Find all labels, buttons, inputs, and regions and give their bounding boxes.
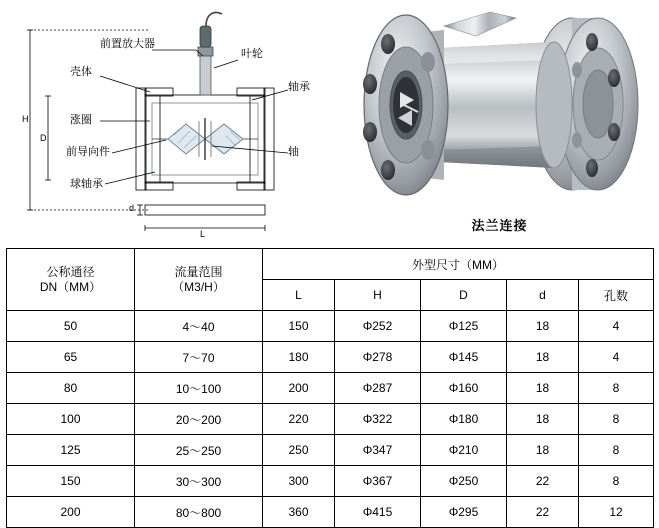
label-bearing: 轴承 (288, 81, 310, 93)
cell-dn: 125 (7, 435, 135, 466)
cell-holes: 8 (579, 404, 654, 435)
label-ball-bearing: 球轴承 (70, 178, 103, 190)
cell-H: Φ347 (335, 435, 421, 466)
cell-H: Φ287 (335, 373, 421, 404)
cell-H: Φ367 (335, 466, 421, 497)
photo-svg (340, 0, 659, 244)
header-outer-dimensions: 外型尺寸（MM） (263, 249, 654, 280)
dimension-d: d (129, 203, 135, 213)
cell-holes: 4 (579, 311, 654, 342)
table-row (7, 466, 654, 497)
header-D: D (421, 280, 507, 311)
header-holes: 孔数 (579, 280, 654, 311)
table-body (7, 311, 654, 528)
cell-flow: 30～300 (135, 466, 263, 497)
header-H: H (335, 280, 421, 311)
body-stub (444, 12, 516, 36)
label-impeller: 叶轮 (241, 48, 263, 60)
cell-holes: 12 (579, 497, 654, 528)
table-row (7, 311, 654, 342)
cell-L: 220 (263, 404, 335, 435)
cell-D: Φ145 (421, 342, 507, 373)
cell-flow: 10～100 (135, 373, 263, 404)
cell-H: Φ322 (335, 404, 421, 435)
cell-d: 18 (507, 311, 579, 342)
header-flow-range-line1: 流量范围 (174, 264, 223, 279)
cell-d: 18 (507, 435, 579, 466)
header-flow-range-line2: （M3/H） (172, 279, 225, 294)
cell-L: 250 (263, 435, 335, 466)
header-flow-range (135, 249, 263, 311)
spec-table (6, 248, 654, 528)
cell-d: 18 (507, 373, 579, 404)
cell-H: Φ252 (335, 311, 421, 342)
cell-H: Φ278 (335, 342, 421, 373)
cell-flow: 4～40 (135, 311, 263, 342)
header-L: L (263, 280, 335, 311)
label-shaft: 轴 (288, 146, 299, 158)
label-expansion-ring: 涨圈 (70, 114, 92, 126)
cell-d: 18 (507, 404, 579, 435)
cell-holes: 4 (579, 342, 654, 373)
cell-holes: 8 (579, 466, 654, 497)
cell-L: 360 (263, 497, 335, 528)
cell-d: 18 (507, 342, 579, 373)
cell-holes: 8 (579, 435, 654, 466)
product-photo (340, 0, 659, 244)
cell-H: Φ415 (335, 497, 421, 528)
label-preamplifier: 前置放大器 (100, 38, 155, 50)
cell-flow: 80～800 (135, 497, 263, 528)
label-housing: 壳体 (70, 66, 92, 78)
cell-D: Φ125 (421, 311, 507, 342)
left-flange (363, 15, 448, 195)
cell-d: 22 (507, 497, 579, 528)
cell-dn: 80 (7, 373, 135, 404)
cell-L: 300 (263, 466, 335, 497)
cell-dn: 50 (7, 311, 135, 342)
spec-table-container (6, 248, 653, 528)
cell-L: 150 (263, 311, 335, 342)
photo-caption: 法兰连接 (471, 218, 528, 233)
header-nominal-diameter (7, 249, 135, 311)
cell-d: 22 (507, 466, 579, 497)
cell-flow: 7～70 (135, 342, 263, 373)
cell-L: 180 (263, 342, 335, 373)
cell-D: Φ295 (421, 497, 507, 528)
technical-drawing (0, 0, 340, 244)
cell-D: Φ160 (421, 373, 507, 404)
drawing-svg (0, 0, 340, 244)
cell-D: Φ180 (421, 404, 507, 435)
cell-D: Φ250 (421, 466, 507, 497)
valve-body (438, 42, 572, 168)
table-row (7, 497, 654, 528)
cell-D: Φ210 (421, 435, 507, 466)
cell-flow: 25～250 (135, 435, 263, 466)
header-nominal-diameter-line2: DN（MM） (39, 279, 102, 294)
cell-dn: 100 (7, 404, 135, 435)
illustration-section (0, 0, 659, 244)
table-row (7, 342, 654, 373)
cell-dn: 150 (7, 466, 135, 497)
cell-L: 200 (263, 373, 335, 404)
cell-dn: 65 (7, 342, 135, 373)
header-nominal-diameter-line1: 公称通径 (46, 264, 95, 279)
label-front-guide: 前导向件 (66, 146, 110, 158)
table-head (7, 249, 654, 311)
dimension-L: L (200, 229, 206, 239)
table-row (7, 373, 654, 404)
dimension-H: H (22, 114, 29, 124)
header-d: d (507, 280, 579, 311)
cell-holes: 8 (579, 373, 654, 404)
table-row (7, 404, 654, 435)
cell-flow: 20～200 (135, 404, 263, 435)
dimension-D: D (40, 133, 47, 143)
table-row (7, 435, 654, 466)
cell-dn: 200 (7, 497, 135, 528)
table-header-row-1 (7, 249, 654, 280)
